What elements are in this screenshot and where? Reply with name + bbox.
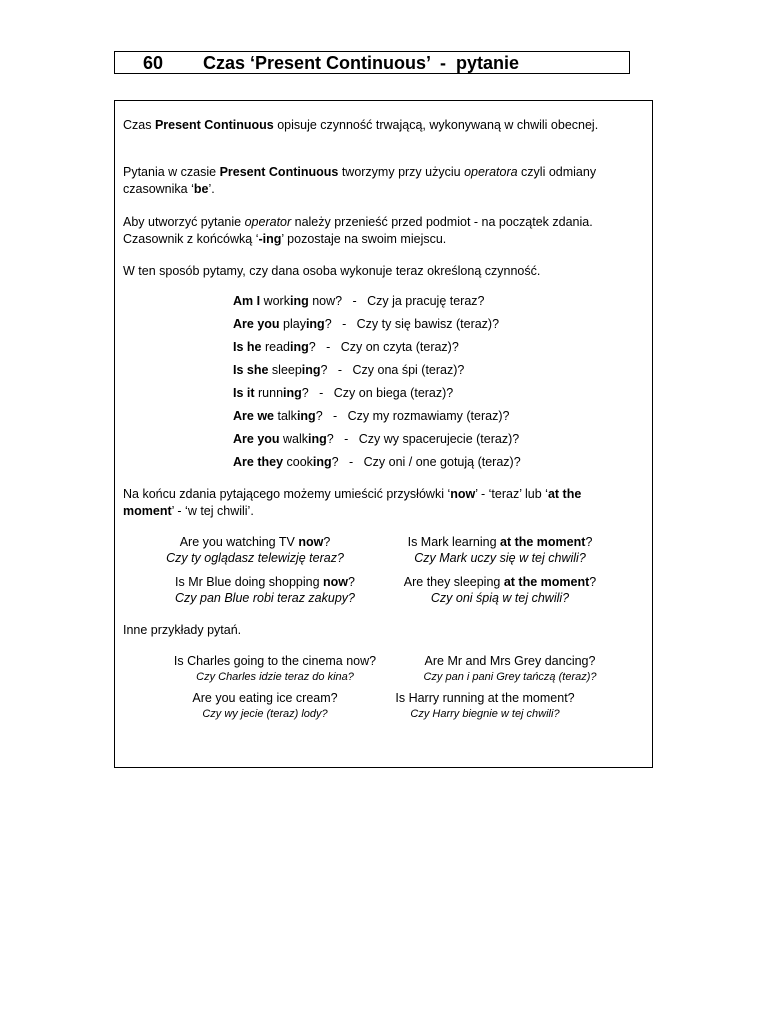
title-box [114, 51, 630, 74]
example-line: Are you playing? - Czy ty się bawisz (teraz)? [233, 317, 500, 331]
example-line: Are they cooking? - Czy oni / one gotują (teraz)? [233, 455, 521, 469]
intro-paragraph-2: Pytania w czasie Present Continuous tworzymy przy użyciu operatora czyli odmiany czasownika ‘be’. [123, 165, 597, 196]
other-question: Are Mr and Mrs Grey dancing? Czy pan i pani Grey tańczą (teraz)? [423, 654, 597, 683]
other-examples-heading: Inne przykłady pytań. [123, 623, 242, 637]
lesson-number: 60 [143, 53, 164, 73]
example-line: Are you walking? - Czy wy spacerujecie (teraz)? [233, 432, 520, 446]
other-question: Is Harry running at the moment? Czy Harry biegnie w tej chwili? [395, 691, 575, 720]
example-line: Is she sleeping? - Czy ona śpi (teraz)? [233, 363, 465, 377]
example-line: Is he reading? - Czy on czyta (teraz)? [233, 340, 459, 354]
example-line: Am I working now? - Czy ja pracuję teraz? [233, 294, 485, 308]
other-question: Are you eating ice cream? Czy wy jecie (teraz) lody? [192, 691, 338, 720]
content-box [114, 100, 653, 768]
adverb-question: Are you watching TV now? Czy ty oglądasz telewizję teraz? [166, 535, 344, 565]
intro-paragraph-3: Aby utworzyć pytanie operator należy przenieść przed podmiot - na początek zdania. Czasownik z końcówką ‘-ing’ pozostaje na swoim miejscu. [123, 215, 593, 246]
intro-paragraph-4: W ten sposób pytamy, czy dana osoba wykonuje teraz określoną czynność. [123, 264, 541, 278]
example-line: Is it running? - Czy on biega (teraz)? [233, 386, 454, 400]
other-question: Is Charles going to the cinema now? Czy Charles idzie teraz do kina? [173, 654, 377, 683]
adverb-question: Is Mark learning at the moment? Czy Mark uczy się w tej chwili? [407, 535, 593, 565]
example-line: Are we talking? - Czy my rozmawiamy (teraz)? [233, 409, 510, 423]
adverb-question: Is Mr Blue doing shopping now? Czy pan Blue robi teraz zakupy? [175, 575, 355, 605]
adverbs-paragraph: Na końcu zdania pytającego możemy umieścić przysłówki ‘now’ - ‘teraz’ lub ‘at the moment’ - ‘w tej chwili’. [123, 487, 582, 518]
intro-paragraph-1: Czas Present Continuous opisuje czynność trwającą, wykonywaną w chwili obecnej. [123, 118, 599, 132]
adverb-question: Are they sleeping at the moment? Czy oni śpią w tej chwili? [403, 575, 597, 605]
lesson-title: Czas ‘Present Continuous’ - pytanie [203, 53, 520, 73]
